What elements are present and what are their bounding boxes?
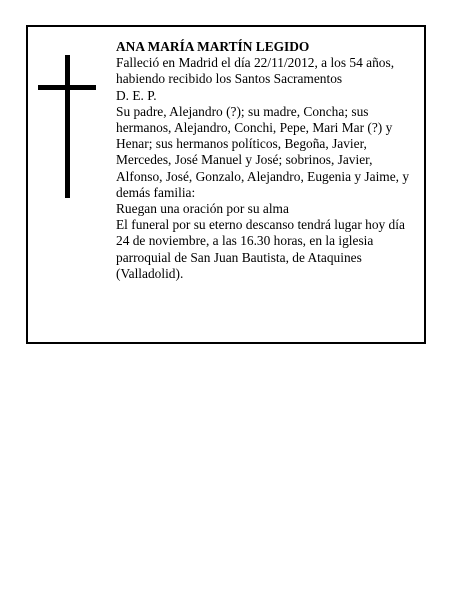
death-statement: Falleció en Madrid el día 22/11/2012, a los 54 años, habiendo recibido los Santos Sacramentos <box>116 55 395 87</box>
latin-cross-icon <box>38 55 96 198</box>
cross-vertical-bar <box>65 55 70 198</box>
prayer-request: Ruegan una oración por su alma <box>116 201 289 217</box>
family-list: Su padre, Alejandro (?); su madre, Concha; sus hermanos, Alejandro, Conchi, Pepe, Mari Mar (?) y Henar; sus hermanos políticos, Begoña, Javier, Mercedes, José Manuel y José; sobrinos, Javier, Alfonso, José, Gonzalo, Alejandro, Eugenia y Jaime, y demás familia: <box>116 103 410 200</box>
deceased-name: ANA MARÍA MARTÍN LEGIDO <box>116 39 310 54</box>
rip-text: D. E. P. <box>116 87 157 103</box>
obituary-notice <box>26 25 426 344</box>
obituary-text <box>116 39 416 282</box>
funeral-details: El funeral por su eterno descanso tendrá lugar hoy día 24 de noviembre, a las 16.30 horas, en la iglesia parroquial de San Juan Bautista, de Ataquines (Valladolid). <box>116 217 405 281</box>
cross-horizontal-bar <box>38 85 96 90</box>
